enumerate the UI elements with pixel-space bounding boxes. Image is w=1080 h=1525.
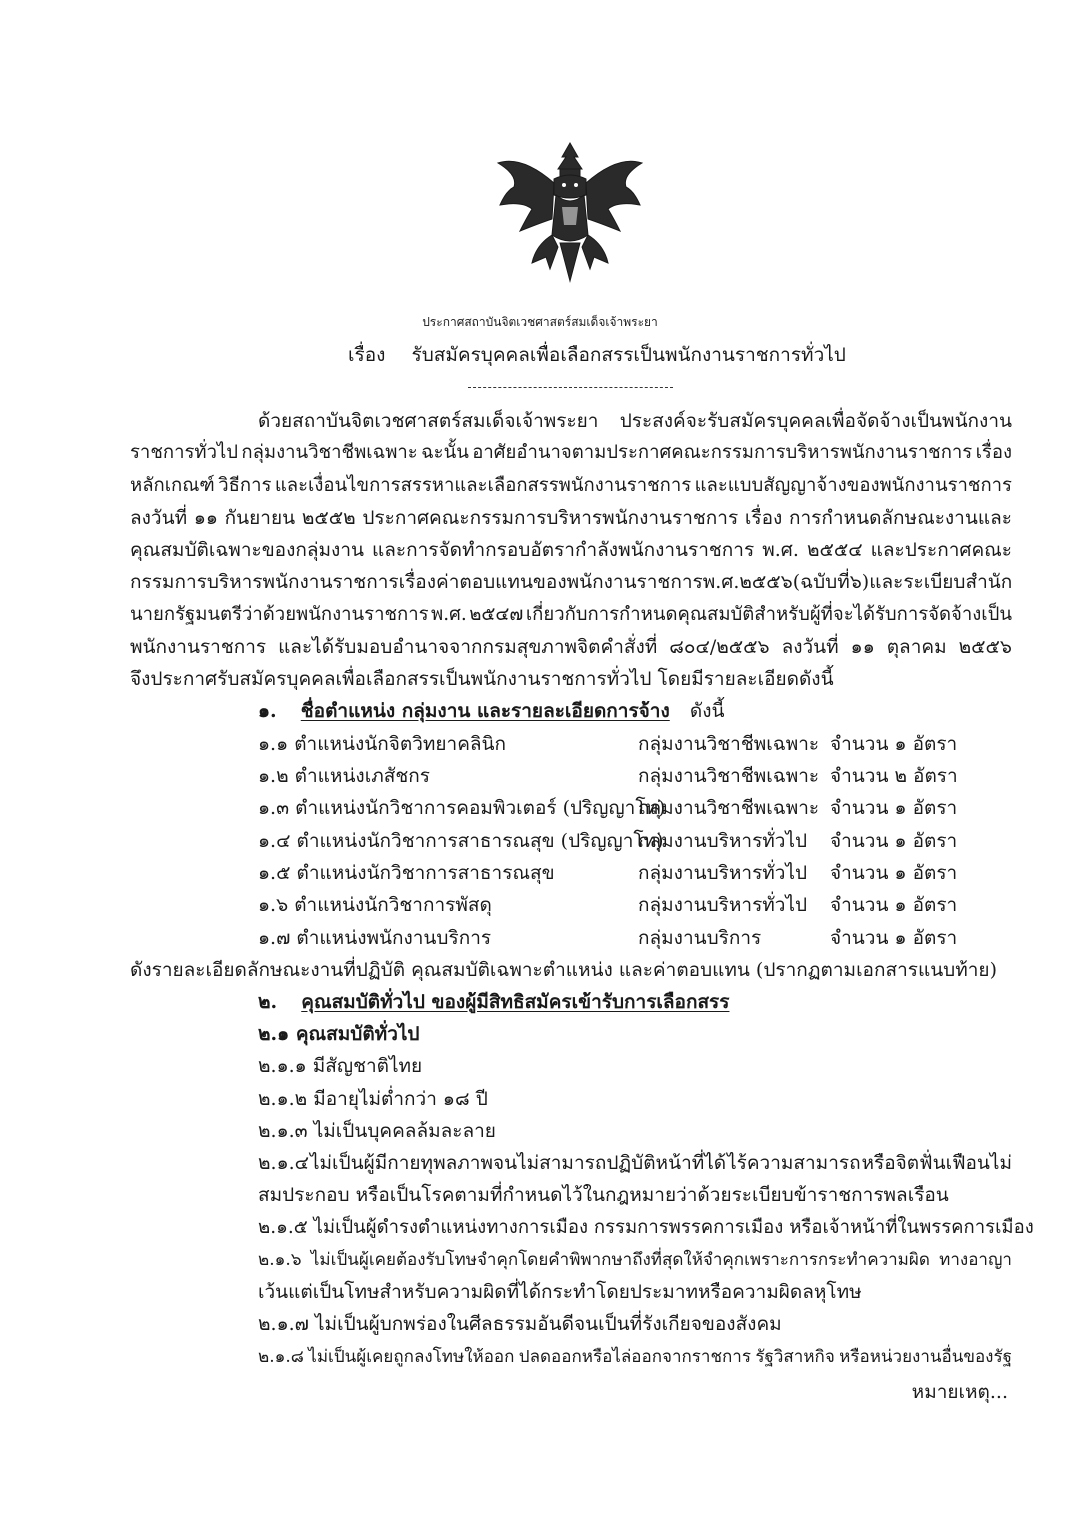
section-2-1-heading: ๒.๑ คุณสมบัติทั่วไป — [258, 1023, 420, 1045]
title-divider — [468, 387, 673, 388]
intro-line: หลักเกณฑ์ วิธีการ และเงื่อนไขการสรรหาและเลือกสรรพนักงานราชการ และแบบสัญญาจ้างของพนักงานราชการ — [130, 475, 1012, 496]
intro-line-last: จึงประกาศรับสมัครบุคคลเพื่อเลือกสรรเป็นพนักงานราชการทั่วไป โดยมีรายละเอียดดังนี้ — [130, 668, 834, 690]
qualification-item: ๒.๑.๓ ไม่เป็นบุคคลล้มละลาย — [258, 1120, 496, 1142]
announcement-title: ประกาศสถาบันจิตเวชศาสตร์สมเด็จเจ้าพระยา — [422, 315, 658, 329]
intro-line: กรรมการบริหารพนักงานราชการ เรื่องค่าตอบแทนของพนักงานราชการ พ.ศ. ๒๕๕๖ (ฉบับที่ ๖) และระเบียบสำนัก — [130, 571, 1013, 593]
intro-line: คุณสมบัติเฉพาะของกลุ่มงาน และการจัดทำกรอบอัตรากำลังพนักงานราชการ พ.ศ. ๒๕๕๔ และประกาศคณะ — [130, 539, 1012, 561]
section-1-note: ดังรายละเอียดลักษณะงานที่ปฏิบัติ คุณสมบัติเฉพาะตำแหน่ง และค่าตอบแทน (ปรากฏตามเอกสารแนบท้าย) — [130, 959, 997, 981]
intro-line: ด้วยสถาบันจิตเวชศาสตร์สมเด็จเจ้าพระยา ประสงค์จะรับสมัครบุคคลเพื่อจัดจ้างเป็นพนักงาน — [258, 410, 1012, 432]
garuda-emblem-icon — [492, 135, 648, 285]
document-page: ประกาศสถาบันจิตเวชศาสตร์สมเด็จเจ้าพระยา เรื่อง รับสมัครบุคคลเพื่อเลือกสรรเป็นพนักงานราชการทั่วไป ด้วยสถาบันจิตเวชศาสตร์สมเด็จเจ้าพระยา ประสงค์จะรับสมัครบุคคลเพื่อจัดจ้างเป็นพนักงาน ราชการทั่วไป กลุ่มงานวิชาชีพเฉพาะ ฉะนั้น อาศัยอำนาจตามประกาศคณะกรรมการบริหารพนักงานราชการ เรื่อง หลักเกณฑ์ วิธีการ และเงื่อนไขการสรรหาและเลือกสรรพนักงานราชการ และแบบสัญญาจ้างของพนักงานราชการ ลงวันที่ ๑๑ กันยายน ๒๕๕๒ ประกาศคณะกรรมการบริหารพนักงานราชการ เรื่อง การกำหนดลักษณะงานและ คุณสมบัติเฉพาะของกลุ่มงาน และการจัดทำกรอบอัตรากำลังพนักงานราชการ พ.ศ. ๒๕๕๔ และประกาศคณะ กรรมการบริหารพนักงานราชการ เรื่องค่าตอบแทนของพนักงานราชการ พ.ศ. ๒๕๕๖ (ฉบับที่ ๖) และระเบียบสำนัก นายกรัฐมนตรีว่าด้วยพนักงานราชการ พ.ศ. ๒๕๔๗ เกี่ยวกับการกำหนดคุณสมบัติสำหรับผู้ที่จะได้รับการจัดจ้างเป็น พนักงานราชการ และได้รับมอบอำนาจจากกรมสุขภาพจิตคำสั่งที่ ๘๐๔/๒๕๕๖ ลงวันที่ ๑๑ ตุลาคม ๒๕๕๖ จึงประกาศรับสมัครบุคคลเพื่อเลือกสรรเป็นพนักงานราชการทั่วไป โดยมีรายละเอียดดังนี้ ๑. ชื่อตำแหน่ง กลุ่มงาน และรายละเอียดการจ้าง ดังนี้ ๑.๑ ตำแหน่งนักจิตวิทยาคลินิก กลุ่มงานวิชาชีพเฉพาะ จำนวน ๑ อัตรา ๑.๒ ตำแหน่งเภสัชกร กลุ่มงานวิชาชีพเฉพาะ จำนวน ๒ อัตรา ๑.๓ ตำแหน่งนักวิชาการคอมพิวเตอร์ (ปริญญาโท) กลุ่มงานวิชาชีพเฉพาะ จำนวน ๑ อัตรา ๑.๔ ตำแหน่งนักวิชาการสาธารณสุข (ปริญญาโท) กลุ่มงานบริหารทั่วไป จำนวน ๑ อัตรา ๑.๕ ตำแหน่งนักวิชาการสาธารณสุข กลุ่มงานบริหารทั่วไป จำนวน ๑ อัตรา ๑.๖ ตำแหน่งนักวิชาการพัสดุ กลุ่มงานบริหารทั่วไป จำนวน ๑ อัตรา ๑.๗ ตำแหน่งพนักงานบริการ กลุ่มงานบริการ จำนวน ๑ อัตรา ดังรายละเอียดลักษณะงานที่ปฏิบัติ คุณสมบัติเฉพาะตำแหน่ง และค่าตอบแทน (ปรากฏตามเอกสารแนบท้าย) ๒. คุณสมบัติทั่วไป ของผู้มีสิทธิสมัครเข้ารับการเลือกสรร ๒.๑ คุณสมบัติทั่วไป ๒.๑.๑ มีสัญชาติไทย ๒.๑.๒ มีอายุไม่ต่ำกว่า ๑๘ ปี ๒.๑.๓ ไม่เป็นบุคคลล้มละลาย ๒.๑.๔ ไม่เป็นผู้มีกายทุพลภาพจนไม่สามารถปฏิบัติหน้าที่ได้ ไร้ความสามารถ หรือจิตฟั่นเฟือนไม่ สมประกอบ หรือเป็นโรคตามที่กำหนดไว้ในกฎหมายว่าด้วยระเบียบข้าราชการพลเรือน ๒.๑.๕ ไม่เป็นผู้ดำรงตำแหน่งทางการเมือง กรรมการพรรคการเมือง หรือเจ้าหน้าที่ในพรรคการเมือง ๒.๑.๖ ไม่เป็นผู้เคยต้องรับโทษจำคุกโดยคำพิพากษาถึงที่สุดให้จำคุกเพราะการกระทำความผิด ทางอาญา เว้นแต่เป็นโทษสำหรับความผิดที่ได้กระทำโดยประมาทหรือความผิดลหุโทษ ๒.๑.๗ ไม่เป็นผู้บกพร่องในศีลธรรมอันดีจนเป็นที่รังเกียจของสังคม ๒.๑.๘ ไม่เป็นผู้เคยถูกลงโทษให้ออก ปลดออกหรือไล่ออกจากราชการ รัฐวิสาหกิจ หรือหน่วยงานอื่นของรัฐ หมายเหตุ... — [0, 0, 1080, 1525]
intro-line: พนักงานราชการ และได้รับมอบอำนาจจากกรมสุขภาพจิตคำสั่งที่ ๘๐๔/๒๕๕๖ ลงวันที่ ๑๑ ตุลาคม ๒๕๕๖ — [130, 636, 1012, 658]
section-2-title: คุณสมบัติทั่วไป ของผู้มีสิทธิสมัครเข้ารับการเลือกสรร — [301, 991, 730, 1013]
subject-text: รับสมัครบุคคลเพื่อเลือกสรรเป็นพนักงานราชการทั่วไป — [411, 344, 846, 366]
intro-line: นายกรัฐมนตรีว่าด้วยพนักงานราชการ พ.ศ. ๒๕๔๗ เกี่ยวกับการกำหนดคุณสมบัติสำหรับผู้ที่จะได้รับการจัดจ้างเป็น — [130, 604, 1012, 625]
subject-line — [348, 341, 846, 369]
qualification-item: ๒.๑.๒ มีอายุไม่ต่ำกว่า ๑๘ ปี — [258, 1088, 488, 1110]
section-1-heading: ๑. ชื่อตำแหน่ง กลุ่มงาน และรายละเอียดการจ้าง ดังนี้ — [258, 700, 725, 722]
qualification-item: ๒.๑.๕ ไม่เป็นผู้ดำรงตำแหน่งทางการเมือง กรรมการพรรคการเมือง หรือเจ้าหน้าที่ในพรรคการเมือง — [258, 1217, 1034, 1238]
continued-marker: หมายเหตุ... — [911, 1381, 1008, 1403]
qualification-item: ๒.๑.๘ ไม่เป็นผู้เคยถูกลงโทษให้ออก ปลดออกหรือไล่ออกจากราชการ รัฐวิสาหกิจ หรือหน่วยงานอื่นของรัฐ — [258, 1347, 1012, 1367]
qualification-item: ๒.๑.๔ ไม่เป็นผู้มีกายทุพลภาพจนไม่สามารถปฏิบัติหน้าที่ได้ ไร้ความสามารถ หรือจิตฟั่นเฟือนไม่ — [258, 1152, 1012, 1174]
section-2-heading: ๒. คุณสมบัติทั่วไป ของผู้มีสิทธิสมัครเข้ารับการเลือกสรร — [258, 991, 730, 1013]
section-1-title: ชื่อตำแหน่ง กลุ่มงาน และรายละเอียดการจ้าง — [300, 700, 670, 722]
qualification-item: ๒.๑.๗ ไม่เป็นผู้บกพร่องในศีลธรรมอันดีจนเป็นที่รังเกียจของสังคม — [258, 1313, 782, 1335]
qualification-item-continued: สมประกอบ หรือเป็นโรคตามที่กำหนดไว้ในกฎหมายว่าด้วยระเบียบข้าราชการพลเรือน — [258, 1184, 949, 1206]
qualification-item-continued: เว้นแต่เป็นโทษสำหรับความผิดที่ได้กระทำโดยประมาทหรือความผิดลหุโทษ — [258, 1281, 862, 1303]
intro-line: ลงวันที่ ๑๑ กันยายน ๒๕๕๒ ประกาศคณะกรรมการบริหารพนักงานราชการ เรื่อง การกำหนดลักษณะงานและ — [130, 507, 1012, 529]
subject-label: เรื่อง — [348, 344, 386, 366]
intro-line: ราชการทั่วไป กลุ่มงานวิชาชีพเฉพาะ ฉะนั้น อาศัยอำนาจตามประกาศคณะกรรมการบริหารพนักงานราชการ เรื่อง — [130, 442, 1012, 463]
qualification-item: ๒.๑.๑ มีสัญชาติไทย — [258, 1055, 423, 1077]
qualification-item: ๒.๑.๖ ไม่เป็นผู้เคยต้องรับโทษจำคุกโดยคำพิพากษาถึงที่สุดให้จำคุกเพราะการกระทำความผิด ทางอาญา — [258, 1250, 1012, 1270]
